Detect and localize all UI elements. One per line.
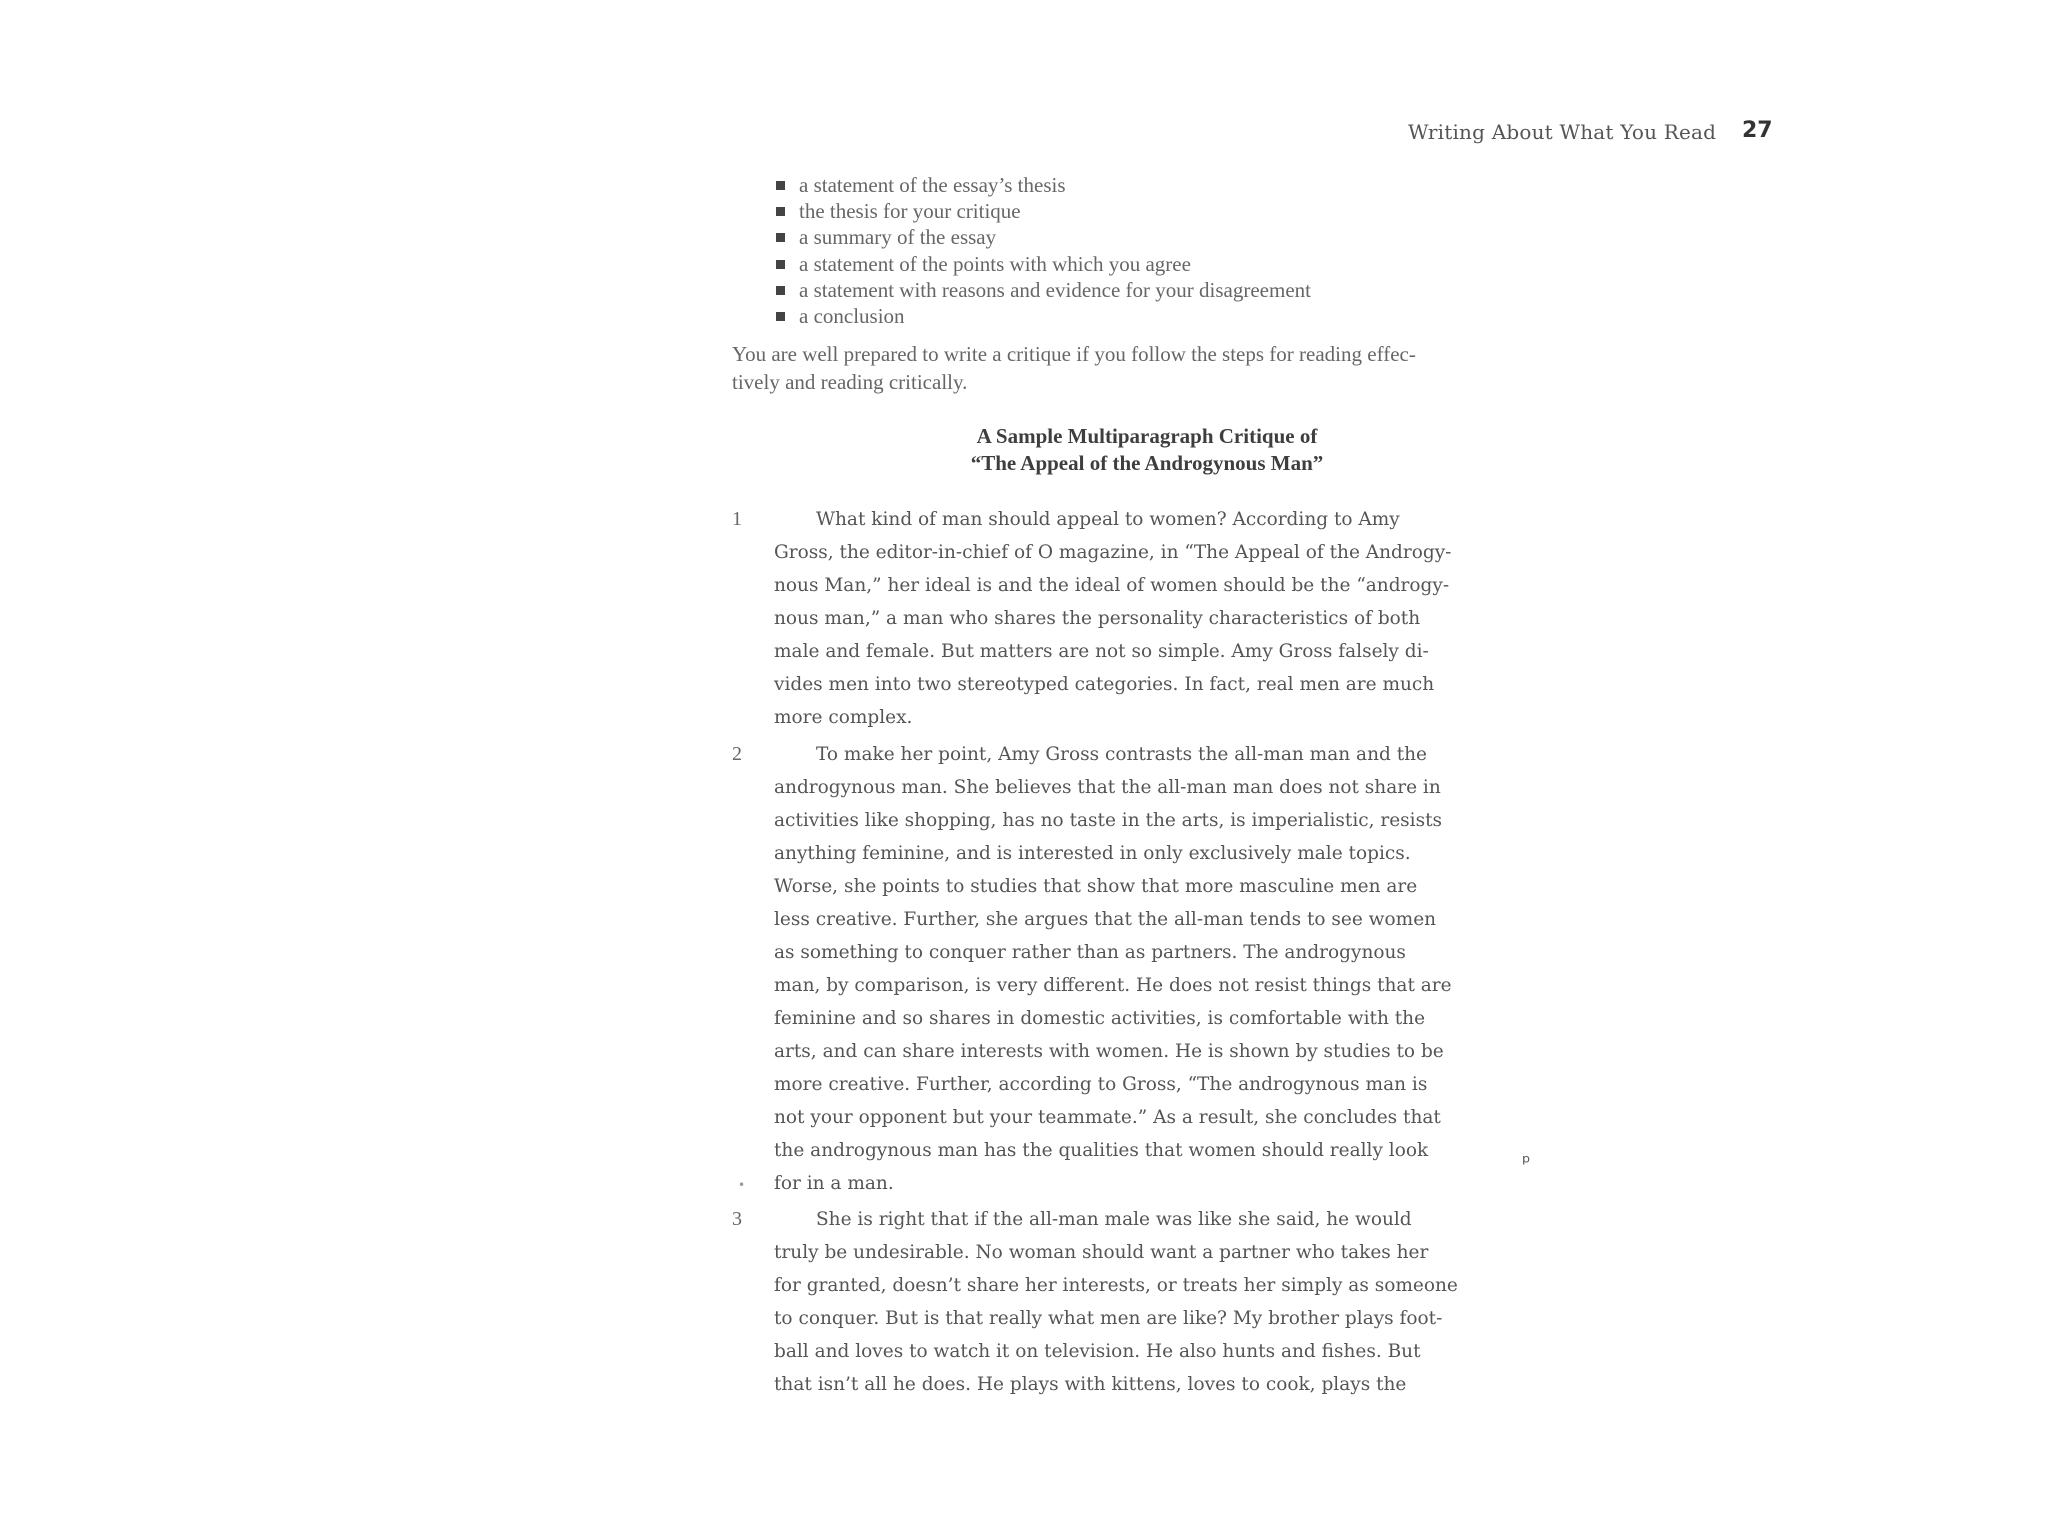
running-head: Writing About What You Read: [1408, 120, 1717, 144]
text-line: vides men into two stereotyped categories. In fact, real men are much: [774, 674, 1435, 695]
list-item: a statement of the essay’s thesis: [776, 172, 1311, 198]
paragraph-body: [774, 1203, 1514, 1401]
bullet-square-icon: [776, 233, 785, 242]
list-item: the thesis for your critique: [776, 198, 1311, 224]
list-item: a statement with reasons and evidence for your disagreement: [776, 277, 1311, 303]
text-line: as something to conquer rather than as partners. The androgynous: [774, 942, 1406, 963]
section-title-line: “The Appeal of the Androgynous Man”: [970, 451, 1324, 475]
text-line: to conquer. But is that really what men are like? My brother plays foot-: [774, 1308, 1443, 1329]
text-line: less creative. Further, she argues that the all-man tends to see women: [774, 909, 1437, 930]
paragraph-number: 3: [732, 1208, 742, 1230]
paragraph-number: 1: [732, 508, 742, 530]
page-number: 27: [1742, 118, 1773, 143]
text-line: ball and loves to watch it on television. He also hunts and fishes. But: [774, 1341, 1421, 1362]
text-line: arts, and can share interests with women. He is shown by studies to be: [774, 1041, 1444, 1062]
text-line: To make her point, Amy Gross contrasts the all-man man and the: [816, 744, 1428, 765]
text-line: Gross, the editor-in-chief of O magazine, in “The Appeal of the Androgy-: [774, 542, 1452, 563]
text-line: What kind of man should appeal to women? According to Amy: [816, 509, 1400, 530]
paragraph-body: [774, 503, 1514, 734]
scan-speck: •: [738, 1178, 746, 1192]
text-line: for in a man.: [774, 1173, 894, 1194]
text-line: not your opponent but your teammate.” As a result, she concludes that: [774, 1107, 1441, 1128]
text-line: She is right that if the all-man male was like she said, he would: [816, 1209, 1412, 1230]
text-line: more creative. Further, according to Gross, “The androgynous man is: [774, 1074, 1428, 1095]
text-line: Worse, she points to studies that show that more masculine men are: [774, 876, 1418, 897]
text-line: the androgynous man has the qualities that women should really look: [774, 1140, 1429, 1161]
text-line: male and female. But matters are not so simple. Amy Gross falsely di-: [774, 641, 1429, 662]
bullet-square-icon: [776, 260, 785, 269]
bullet-square-icon: [776, 181, 785, 190]
critique-elements-list: [776, 172, 1311, 329]
paragraph-body: [774, 738, 1514, 1200]
text-line: nous Man,” her ideal is and the ideal of women should be the “androgy-: [774, 575, 1450, 596]
text-line: anything feminine, and is interested in only exclusively male topics.: [774, 843, 1411, 864]
text-line: nous man,” a man who shares the personality characteristics of both: [774, 608, 1421, 629]
text-line: androgynous man. She believes that the all-man man does not share in: [774, 777, 1441, 798]
text-line: man, by comparison, is very different. He does not resist things that are: [774, 975, 1452, 996]
intro-paragraph: [732, 340, 1522, 396]
paragraph-number: 2: [732, 743, 742, 765]
text-line: feminine and so shares in domestic activities, is comfortable with the: [774, 1008, 1426, 1029]
section-title-line: A Sample Multiparagraph Critique of: [976, 424, 1318, 448]
list-item: a statement of the points with which you agree: [776, 251, 1311, 277]
list-item: a summary of the essay: [776, 224, 1311, 250]
text-line: truly be undesirable. No woman should want a partner who takes her: [774, 1242, 1429, 1263]
bullet-square-icon: [776, 312, 785, 321]
text-line: You are well prepared to write a critique if you follow the steps for reading effec-: [732, 342, 1416, 366]
text-line: activities like shopping, has no taste in the arts, is imperialistic, resists: [774, 810, 1443, 831]
text-line: for granted, doesn’t share her interests, or treats her simply as someone: [774, 1275, 1458, 1296]
text-line: more complex.: [774, 707, 913, 728]
section-title: [732, 423, 1562, 477]
bullet-square-icon: [776, 286, 785, 295]
text-line: tively and reading critically.: [732, 370, 968, 394]
scan-speck: ᵖ: [1522, 1150, 1531, 1174]
text-line: that isn’t all he does. He plays with kittens, loves to cook, plays the: [774, 1374, 1407, 1395]
bullet-square-icon: [776, 207, 785, 216]
list-item: a conclusion: [776, 303, 1311, 329]
